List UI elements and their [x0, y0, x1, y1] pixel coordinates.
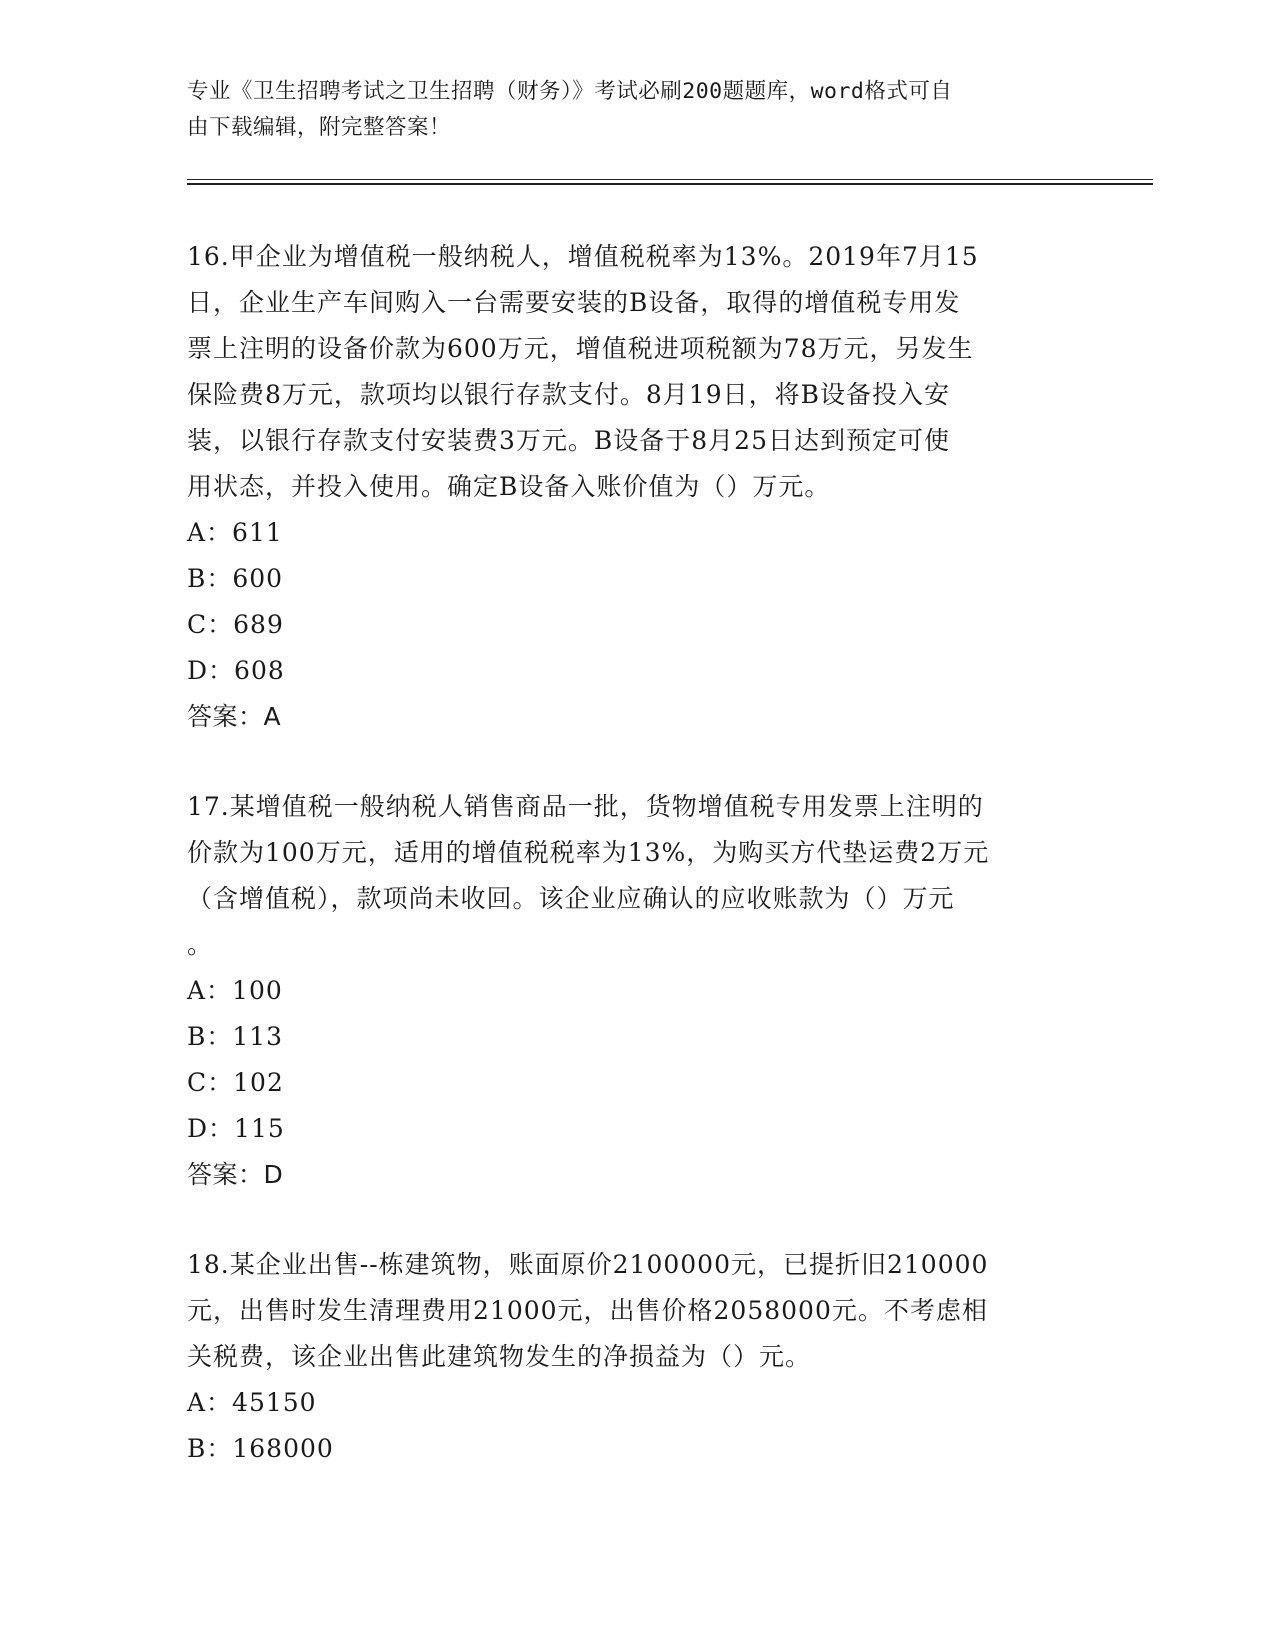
option-c: C：102 [187, 1068, 284, 1097]
option-a: A：100 [187, 976, 283, 1005]
header-divider [187, 179, 1153, 180]
option-b: B：113 [187, 1022, 284, 1051]
question-text-line: 18.某企业出售--栋建筑物，账面原价2100000元，已提折旧210000 [187, 1250, 989, 1279]
question-18 [187, 1242, 1127, 1472]
question-text-line: 元，出售时发生清理费用21000元，出售价格2058000元。不考虑相 [187, 1296, 988, 1325]
question-text-line: 保险费8万元，款项均以银行存款支付。8月19日，将B设备投入安 [187, 380, 950, 409]
question-text-line: （含增值税），款项尚未收回。该企业应确认的应收账款为（）万元 [187, 884, 955, 913]
option-d: D：115 [187, 1114, 285, 1143]
option-c: C：689 [187, 610, 284, 639]
question-16 [187, 234, 1127, 740]
question-text-line: 票上注明的设备价款为600万元，增值税进项税额为78万元，另发生 [187, 334, 974, 363]
header-divider-thick [187, 183, 1153, 185]
option-d: D：608 [187, 656, 285, 685]
option-a: A：611 [187, 518, 283, 547]
answer-label: 答案：D [187, 1160, 284, 1189]
question-17 [187, 784, 1127, 1198]
option-b: B：168000 [187, 1434, 334, 1463]
header-line: 由下载编辑，附完整答案！ [187, 115, 452, 140]
question-list [187, 234, 1127, 1516]
question-text-line: 。 [187, 930, 214, 959]
question-text-line: 16.甲企业为增值税一般纳税人，增值税税率为13%。2019年7月15 [187, 242, 979, 271]
question-text-line: 价款为100万元，适用的增值税税率为13%，为购买方代垫运费2万元 [187, 838, 990, 867]
question-text-line: 关税费，该企业出售此建筑物发生的净损益为（）元。 [187, 1342, 812, 1371]
question-text-line: 17.某增值税一般纳税人销售商品一批，货物增值税专用发票上注明的 [187, 792, 984, 821]
option-b: B：600 [187, 564, 284, 593]
document-header [187, 74, 1067, 146]
question-text-line: 日，企业生产车间购入一台需要安装的B设备，取得的增值税专用发 [187, 288, 961, 317]
header-line: 专业《卫生招聘考试之卫生招聘（财务）》考试必刷200题题库，word格式可自 [187, 79, 953, 104]
option-a: A：45150 [187, 1388, 317, 1417]
answer-label: 答案：A [187, 702, 282, 731]
question-text-line: 用状态，并投入使用。确定B设备入账价值为（）万元。 [187, 472, 831, 501]
question-text-line: 装，以银行存款支付安装费3万元。B设备于8月25日达到预定可使 [187, 426, 950, 455]
